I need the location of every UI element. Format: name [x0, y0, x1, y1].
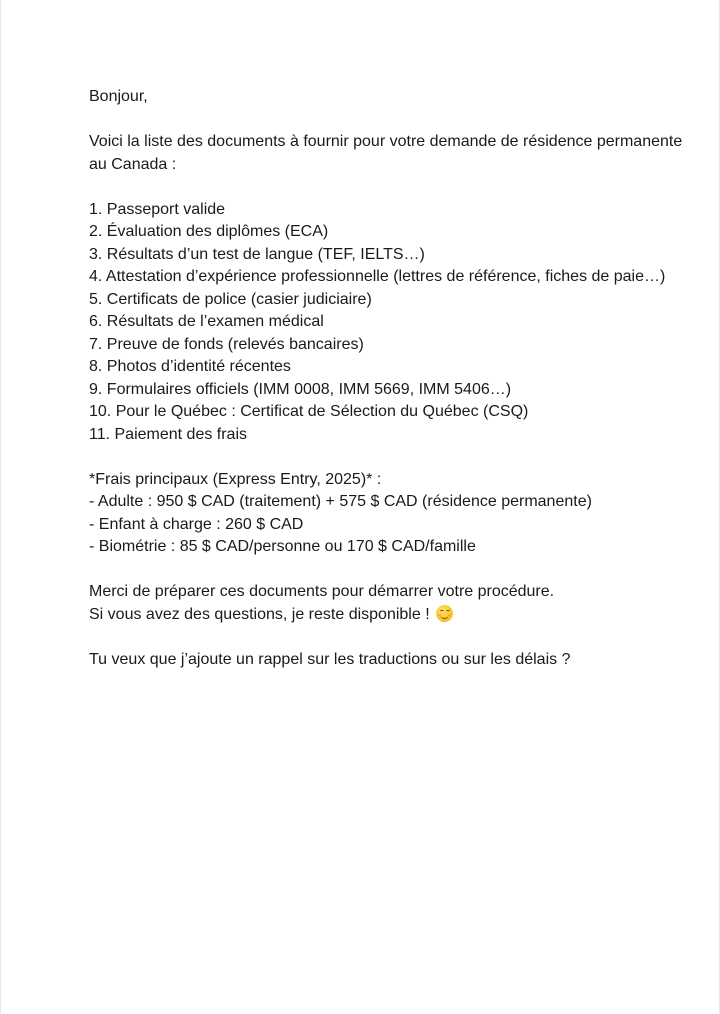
list-item: 4. Attestation d’expérience professionnelle (lettres de référence, fiches de paie…) — [89, 268, 666, 285]
spacer — [89, 446, 699, 469]
document-body — [89, 86, 699, 671]
closing-line: Merci de préparer ces documents pour démarrer votre procédure. — [89, 583, 555, 600]
closing-line-with-emoji — [89, 604, 699, 627]
intro-paragraph: Voici la liste des documents à fournir pour votre demande de résidence permanente au Canada : — [89, 133, 683, 173]
closing-text: Si vous avez des questions, je reste disponible ! — [89, 605, 430, 623]
fee-item: - Biométrie : 85 $ CAD/personne ou 170 $ CAD/famille — [89, 538, 476, 555]
fee-item: - Enfant à charge : 260 $ CAD — [89, 515, 304, 533]
list-item: 3. Résultats d’un test de langue (TEF, IELTS…) — [89, 245, 425, 263]
smiling-face-icon — [436, 605, 453, 622]
list-item: 9. Formulaires officiels (IMM 0008, IMM 5669, IMM 5406…) — [89, 380, 512, 398]
fee-item: - Adulte : 950 $ CAD (traitement) + 575 $ CAD (résidence permanente) — [89, 493, 592, 510]
follow-up-question: Tu veux que j’ajoute un rappel sur les traductions ou sur les délais ? — [89, 650, 571, 668]
list-item: 8. Photos d’identité récentes — [89, 358, 291, 375]
spacer — [89, 626, 699, 649]
fees-section — [89, 469, 699, 559]
list-item: 5. Certificats de police (casier judiciaire) — [89, 290, 372, 308]
documents-list — [89, 199, 699, 447]
list-item: 10. Pour le Québec : Certificat de Sélection du Québec (CSQ) — [89, 403, 529, 420]
list-item: 2. Évaluation des diplômes (ECA) — [89, 223, 329, 240]
greeting: Bonjour, — [89, 88, 148, 105]
spacer — [89, 559, 699, 582]
list-item: 6. Résultats de l’examen médical — [89, 313, 324, 330]
spacer — [89, 109, 699, 132]
list-item: 1. Passeport valide — [89, 200, 226, 218]
spacer — [89, 176, 699, 199]
list-item: 11. Paiement des frais — [89, 425, 248, 443]
fees-heading: *Frais principaux (Express Entry, 2025)* : — [89, 470, 382, 488]
list-item: 7. Preuve de fonds (relevés bancaires) — [89, 335, 364, 353]
closing-section — [89, 581, 699, 626]
